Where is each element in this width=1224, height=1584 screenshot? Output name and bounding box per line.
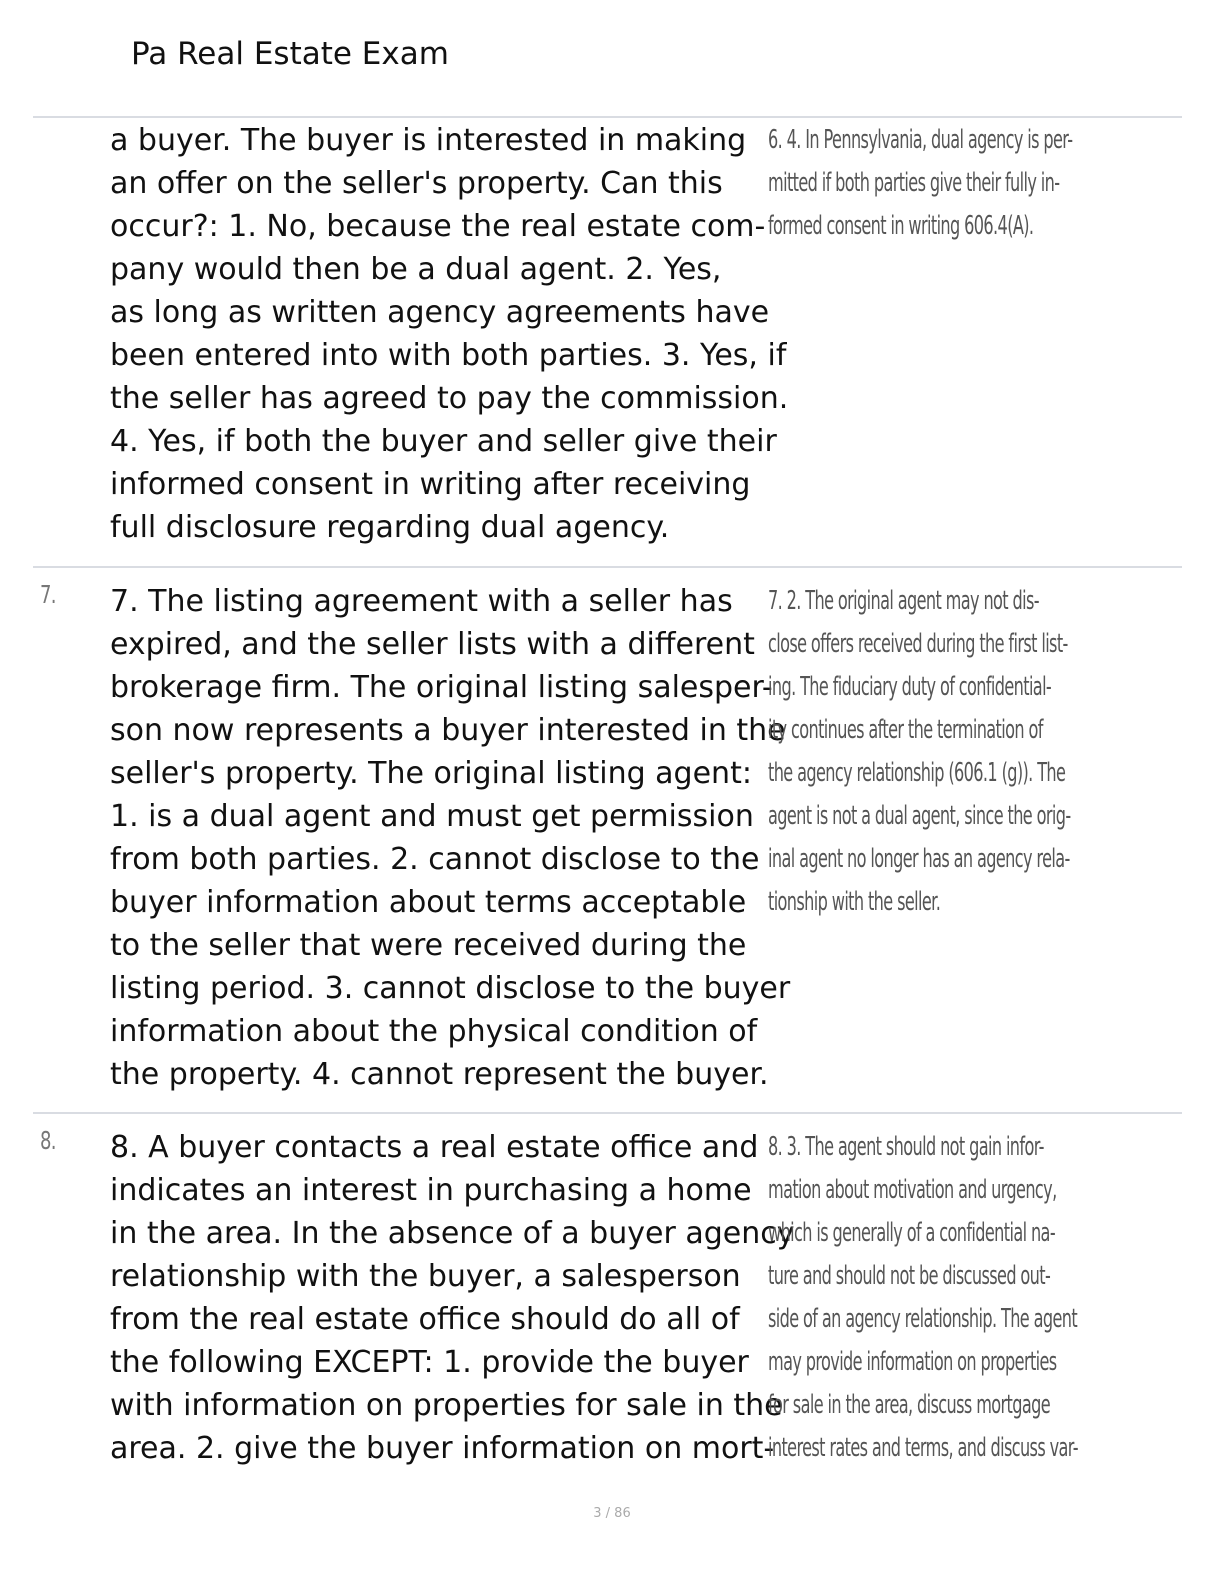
- answer-line: side of an agency relationship. The agent: [768, 1304, 1078, 1334]
- answer-line: interest rates and terms, and discuss var-: [768, 1433, 1078, 1463]
- divider: [33, 116, 1182, 118]
- question-line: with information on properties for sale in the: [110, 1388, 783, 1423]
- question-line: listing period. 3. cannot disclose to the buyer: [110, 971, 791, 1006]
- question-text: [110, 1126, 795, 1470]
- question-line: informed consent in writing after receiving: [110, 467, 751, 502]
- answer-line: mation about motivation and urgency,: [768, 1175, 1057, 1205]
- question-line: to the seller that were received during the: [110, 928, 747, 963]
- question-text: [110, 580, 791, 1096]
- answer-line: ity continues after the termination of: [768, 715, 1043, 745]
- question-line: been entered into with both parties. 3. Yes, if: [110, 338, 787, 373]
- question-line: occur?: 1. No, because the real estate com-: [110, 209, 766, 244]
- answer-line: which is generally of a confidential na-: [768, 1218, 1056, 1248]
- answer-column: [768, 1126, 1173, 1463]
- answer-line: close offers received during the first list-: [768, 629, 1068, 659]
- question-line: expired, and the seller lists with a different: [110, 627, 755, 662]
- question-line: pany would then be a dual agent. 2. Yes,: [110, 252, 722, 287]
- divider: [33, 566, 1182, 568]
- question-line: indicates an interest in purchasing a home: [110, 1173, 752, 1208]
- answer-line: 7. 2. The original agent may not dis-: [768, 586, 1039, 616]
- answer-line: inal agent no longer has an agency rela-: [768, 844, 1070, 874]
- answer-line: 6. 4. In Pennsylvania, dual agency is per-: [768, 125, 1073, 155]
- answer-text: [768, 580, 1071, 924]
- page-number: 3 / 86: [593, 1506, 631, 1521]
- question-line: area. 2. give the buyer information on mort-: [110, 1431, 775, 1466]
- answer-line: for sale in the area, discuss mortgage: [768, 1390, 1051, 1420]
- answer-line: ing. The fiduciary duty of confidential-: [768, 672, 1052, 702]
- answer-line: 8. 3. The agent should not gain infor-: [768, 1132, 1044, 1162]
- divider: [33, 1112, 1182, 1114]
- answer-text: [768, 119, 1073, 248]
- page-title: Pa Real Estate Exam: [131, 36, 449, 72]
- question-line: the following EXCEPT: 1. provide the buyer: [110, 1345, 749, 1380]
- answer-line: mitted if both parties give their fully in-: [768, 168, 1060, 198]
- question-line: from both parties. 2. cannot disclose to the: [110, 842, 760, 877]
- answer-line: may provide information on properties: [768, 1347, 1057, 1377]
- question-line: full disclosure regarding dual agency.: [110, 510, 670, 545]
- answer-line: tionship with the seller.: [768, 887, 941, 917]
- question-line: son now represents a buyer interested in the: [110, 713, 786, 748]
- question-line: the property. 4. cannot represent the buyer.: [110, 1057, 769, 1092]
- question-line: 8. A buyer contacts a real estate office and: [110, 1130, 759, 1165]
- question-line: brokerage firm. The original listing salesper-: [110, 670, 773, 705]
- question-line: the seller has agreed to pay the commission.: [110, 381, 789, 416]
- question-line: 4. Yes, if both the buyer and seller give their: [110, 424, 777, 459]
- question-line: seller's property. The original listing agent:: [110, 756, 752, 791]
- item-number: 7.: [40, 580, 56, 609]
- item-number: 8.: [40, 1126, 56, 1155]
- question-line: as long as written agency agreements have: [110, 295, 770, 330]
- answer-line: formed consent in writing 606.4(A).: [768, 211, 1034, 241]
- answer-line: agent is not a dual agent, since the orig-: [768, 801, 1071, 831]
- question-line: a buyer. The buyer is interested in making: [110, 123, 747, 158]
- answer-column: [768, 580, 1173, 917]
- answer-line: the agency relationship (606.1 (g)). The: [768, 758, 1066, 788]
- question-line: information about the physical condition of: [110, 1014, 758, 1049]
- answer-line: ture and should not be discussed out-: [768, 1261, 1051, 1291]
- answer-text: [768, 1126, 1078, 1470]
- question-line: buyer information about terms acceptable: [110, 885, 747, 920]
- question-line: an offer on the seller's property. Can this: [110, 166, 723, 201]
- answer-column: [768, 119, 1173, 241]
- question-line: relationship with the buyer, a salesperson: [110, 1259, 741, 1294]
- question-line: 1. is a dual agent and must get permission: [110, 799, 754, 834]
- question-line: from the real estate office should do all of: [110, 1302, 740, 1337]
- question-line: 7. The listing agreement with a seller has: [110, 584, 733, 619]
- question-text: [110, 119, 789, 549]
- question-line: in the area. In the absence of a buyer agency: [110, 1216, 795, 1251]
